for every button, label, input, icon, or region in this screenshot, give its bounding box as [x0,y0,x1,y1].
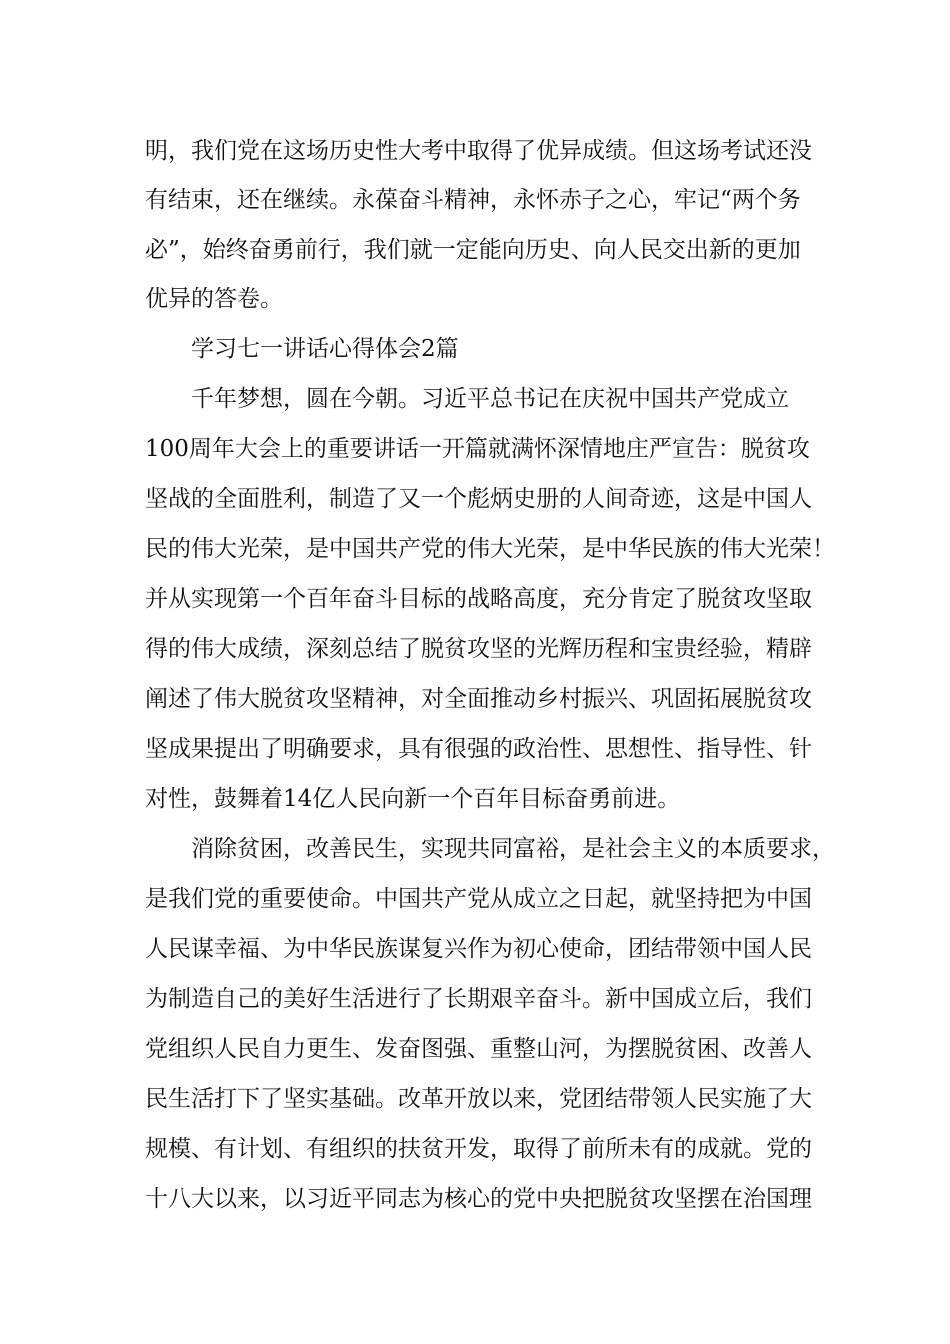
body-line: 100周年大会上的重要讲话一开篇就满怀深情地庄严宣告：脱贫攻 [145,436,810,462]
body-line: 阐述了伟大脱贫攻坚精神，对全面推动乡村振兴、巩固拓展脱贫攻 [145,686,812,712]
body-line: 为制造自己的美好生活进行了长期艰辛奋斗。新中国成立后，我们 [145,986,812,1012]
body-line: 党组织人民自力更生、发奋图强、重整山河，为摆脱贫困、改善人 [145,1036,812,1062]
body-line: 是我们党的重要使命。中国共产党从成立之日起，就坚持把为中国 [145,886,812,912]
body-line: 优异的答卷。 [145,286,283,312]
body-line: 十八大以来，以习近平同志为核心的党中央把脱贫攻坚摆在治国理 [145,1186,812,1212]
body-line: 民生活打下了坚实基础。改革开放以来，党团结带领人民实施了大 [145,1086,812,1112]
body-line: 必”，始终奋勇前行，我们就一定能向历史、向人民交出新的更加 [145,237,801,263]
body-line: 千年梦想，圆在今朝。习近平总书记在庆祝中国共产党成立 [191,386,789,412]
section-heading: 学习七一讲话心得体会2篇 [191,336,459,362]
body-line: 消除贫困，改善民生，实现共同富裕，是社会主义的本质要求， [191,836,835,862]
body-line: 坚战的全面胜利，制造了又一个彪炳史册的人间奇迹，这是中国人 [145,486,812,512]
body-line: 坚成果提出了明确要求，具有很强的政治性、思想性、指导性、针 [145,736,812,762]
body-line: 对性，鼓舞着14亿人民向新一个百年目标奋勇前进。 [145,786,681,812]
body-line: 并从实现第一个百年奋斗目标的战略高度，充分肯定了脱贫攻坚取 [145,586,812,612]
body-line: 明，我们党在这场历史性大考中取得了优异成绩。但这场考试还没 [145,138,812,164]
body-line: 民的伟大光荣，是中国共产党的伟大光荣，是中华民族的伟大光荣！ [145,536,835,562]
body-line: 人民谋幸福、为中华民族谋复兴作为初心使命，团结带领中国人民 [145,936,812,962]
body-line: 规模、有计划、有组织的扶贫开发，取得了前所未有的成就。党的 [145,1136,812,1162]
body-line: 得的伟大成绩，深刻总结了脱贫攻坚的光辉历程和宝贵经验，精辟 [145,636,812,662]
body-line: 有结束，还在继续。永葆奋斗精神，永怀赤子之心，牢记“两个务 [145,187,801,213]
